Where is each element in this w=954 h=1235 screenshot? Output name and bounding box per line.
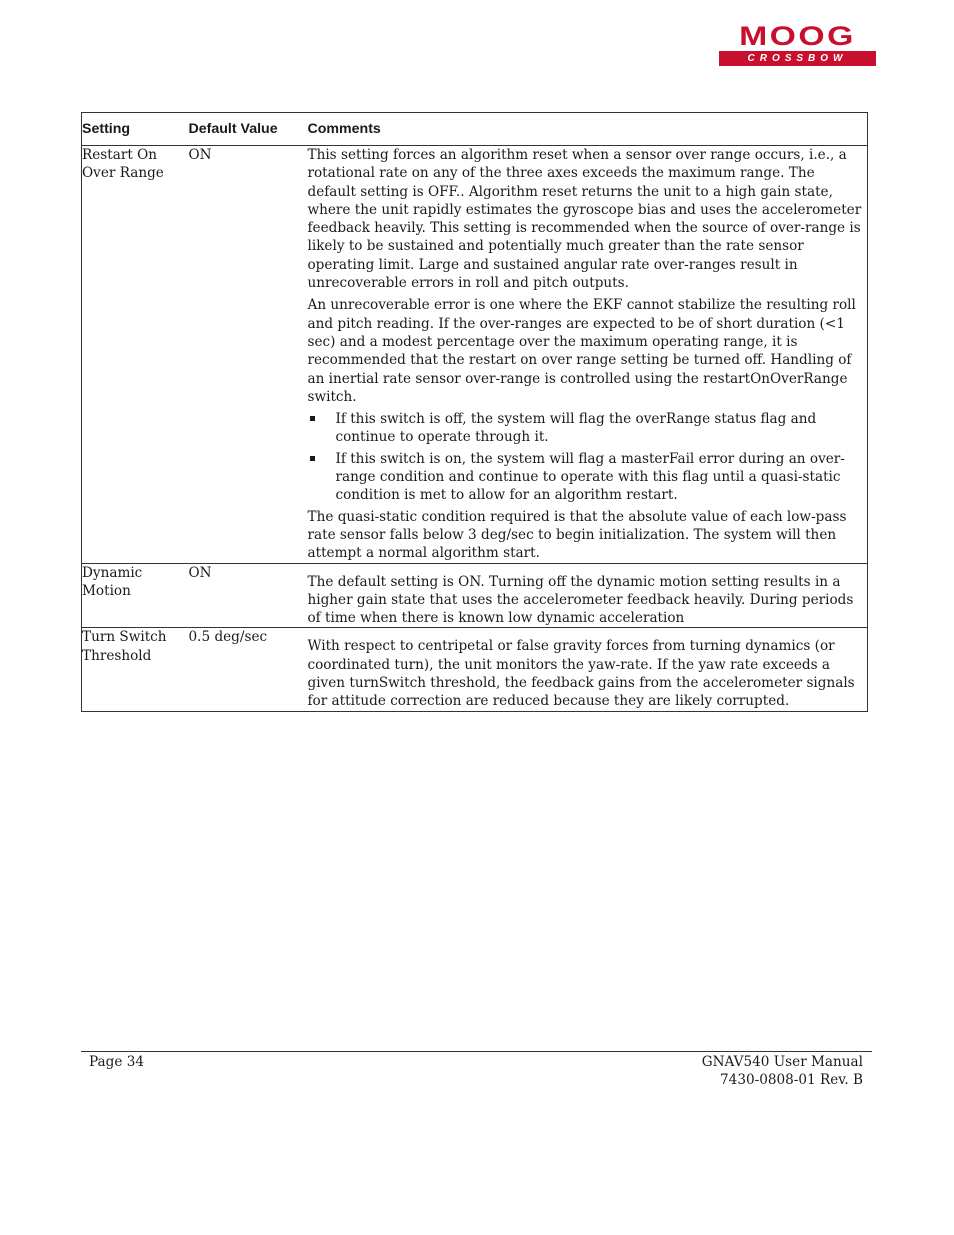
logo-sub-brand: CROSSBOW — [719, 51, 876, 66]
page-number: Page 34 — [89, 1054, 145, 1070]
comment-paragraph: The default setting is ON. Turning off the dynamic motion setting results in a higher gain state that uses the accelerometer feedback heavily. During periods of time when there is known low dynamic acceleration — [307, 573, 854, 627]
table-row — [82, 563, 868, 628]
bullet-text: If this switch is on, the system will flag a masterFail error during an over-range condition and continue to operate with this flag until a quasi-static condition is met to allow for an algorithm restart. — [335, 450, 845, 504]
bullet-list — [308, 410, 868, 504]
comment-cell — [308, 146, 868, 564]
default-value: ON — [189, 146, 308, 564]
moog-crossbow-logo — [719, 21, 876, 67]
header-default-value: Default Value — [189, 113, 308, 146]
footer-divider — [81, 1051, 872, 1052]
bullet-text: If this switch is off, the system will flag the overRange status flag and continue to operate through it. — [335, 411, 817, 446]
bullet-icon — [310, 416, 315, 421]
settings-table — [81, 112, 868, 712]
bullet-icon — [310, 456, 315, 461]
comment-paragraph: The quasi-static condition required is that the absolute value of each low-pass rate sensor falls below 3 deg/sec to begin initialization. The system will then attempt a normal algorithm start. — [307, 508, 847, 562]
default-value: 0.5 deg/sec — [189, 628, 308, 711]
comment-paragraph: This setting forces an algorithm reset when a sensor over range occurs, i.e., a rotational rate on any of the three axes exceeds the maximum range. The default setting is OFF.. Algorithm reset returns the unit to a high gain state, where the unit rapidly estimates the gyroscope bias and uses the accelerometer feedback heavily. This setting is recommended when the source of over-range is likely to be sustained and potentially much greater than the rate sensor operating limit. Large and sustained angular rate over-ranges result in unrecoverable errors in roll and pitch outputs. — [307, 147, 862, 292]
setting-name: Restart On Over Range — [82, 146, 189, 564]
comment-paragraph: With respect to centripetal or false gravity forces from turning dynamics (or coordinated turn), the unit monitors the yaw-rate. If the yaw rate exceeds a given turnSwitch threshold, the feedback gains from the accelerometer signals for attitude correction are reduced because they are likely corrupted. — [307, 638, 855, 710]
header-comments: Comments — [308, 113, 868, 146]
comment-cell — [308, 563, 868, 628]
default-value: ON — [189, 563, 308, 628]
comment-paragraph: An unrecoverable error is one where the EKF cannot stabilize the resulting roll and pitch reading. If the over-ranges are expected to be of short duration (<1 sec) and a modest percentage over the maximum operating range, it is recommended that the restart on over range setting be turned off. Handling of an inertial rate sensor over-range is controlled using the restartOnOverRange switch. — [307, 297, 856, 405]
header-setting: Setting — [82, 113, 189, 146]
footer-doc-info — [702, 1053, 863, 1089]
logo-brand: MOOG — [739, 21, 856, 51]
bullet-item — [308, 410, 868, 447]
table-row — [82, 628, 868, 711]
comment-cell — [308, 628, 868, 711]
setting-name: Dynamic Motion — [82, 563, 189, 628]
bullet-item — [308, 450, 868, 505]
table-row — [82, 146, 868, 564]
manual-title: GNAV540 User Manual — [701, 1054, 863, 1070]
doc-number: 7430-0808-01 Rev. B — [720, 1072, 863, 1088]
table-header-row — [82, 113, 868, 146]
setting-name: Turn Switch Threshold — [82, 628, 189, 711]
